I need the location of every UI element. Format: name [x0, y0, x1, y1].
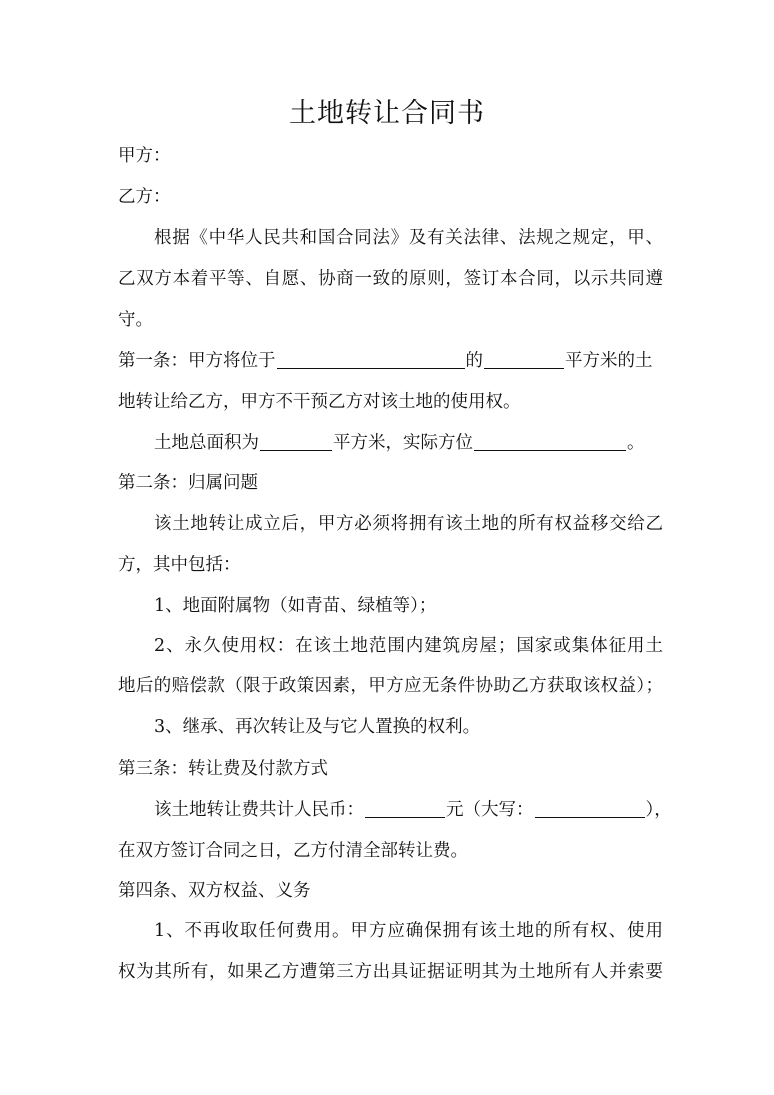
party-a-label: 甲方：: [118, 146, 171, 166]
article1-text-start: 第一条：甲方将位于: [118, 351, 276, 371]
fee-label: 该土地转让费共计人民币：: [154, 800, 364, 820]
article2-item-2-line-1: 2、永久使用权：在该土地范围内建筑房屋；国家或集体征用土: [154, 636, 663, 656]
preamble-line-3: 守。: [118, 310, 153, 330]
fee-amount-blank[interactable]: [365, 799, 445, 818]
article3-line-2: 在双方签订合同之日，乙方付清全部转让费。: [118, 841, 468, 861]
article2-item-2-line-2: 地后的赔偿款（限于政策因素，甲方应无条件协助乙方获取该权益）；: [118, 676, 663, 696]
preamble-line-2: 乙双方本着平等、自愿、协商一致的原则，签订本合同，以示共同遵: [118, 269, 663, 289]
article1-line-1: [118, 348, 663, 374]
fee-uppercase-blank[interactable]: [535, 799, 645, 818]
article4-para-line-2: 权为其所有，如果乙方遭第三方出具证据证明其为土地所有人并索要: [118, 962, 663, 982]
article2-item-3: 3、继承、再次转让及与它人置换的权利。: [154, 717, 481, 737]
article3-line-1: [154, 797, 672, 823]
party-b-label: 乙方：: [118, 187, 171, 207]
article2-para-line-2: 方，其中包括：: [118, 555, 241, 575]
article1-line-3: [154, 430, 663, 456]
article4-heading: 第四条、双方权益、义务: [118, 881, 311, 901]
article3-heading: 第三条：转让费及付款方式: [118, 759, 328, 779]
area-blank[interactable]: [484, 350, 564, 369]
location-blank[interactable]: [277, 350, 465, 369]
article2-para-line-1: 该土地转让成立后，甲方必须将拥有该土地的所有权益移交给乙: [154, 514, 663, 534]
article2-heading: 第二条：归属问题: [118, 473, 258, 493]
article1-text-mid: 的: [465, 351, 483, 371]
document-title: 土地转让合同书: [289, 98, 485, 129]
article4-para-line-1: 1、不再收取任何费用。甲方应确保拥有该土地的所有权、使用: [154, 921, 663, 941]
article2-item-1: 1、地面附属物（如青苗、绿植等）；: [154, 596, 437, 616]
article1-line-2: 地转让给乙方，甲方不干预乙方对该土地的使用权。: [118, 392, 521, 412]
preamble-line-1: 根据《中华人民共和国合同法》及有关法律、法规之规定，甲、: [154, 228, 663, 248]
article3-line1-end: ），: [645, 800, 672, 820]
article1-line3-end: 。: [627, 433, 645, 453]
total-area-blank[interactable]: [260, 432, 332, 451]
article1-text-end: 平方米的土: [565, 351, 653, 371]
orientation-blank[interactable]: [474, 432, 626, 451]
orientation-label: 平方米，实际方位: [333, 433, 473, 453]
total-area-label: 土地总面积为: [154, 433, 259, 453]
fee-uppercase-label: 元（大写：: [446, 800, 534, 820]
